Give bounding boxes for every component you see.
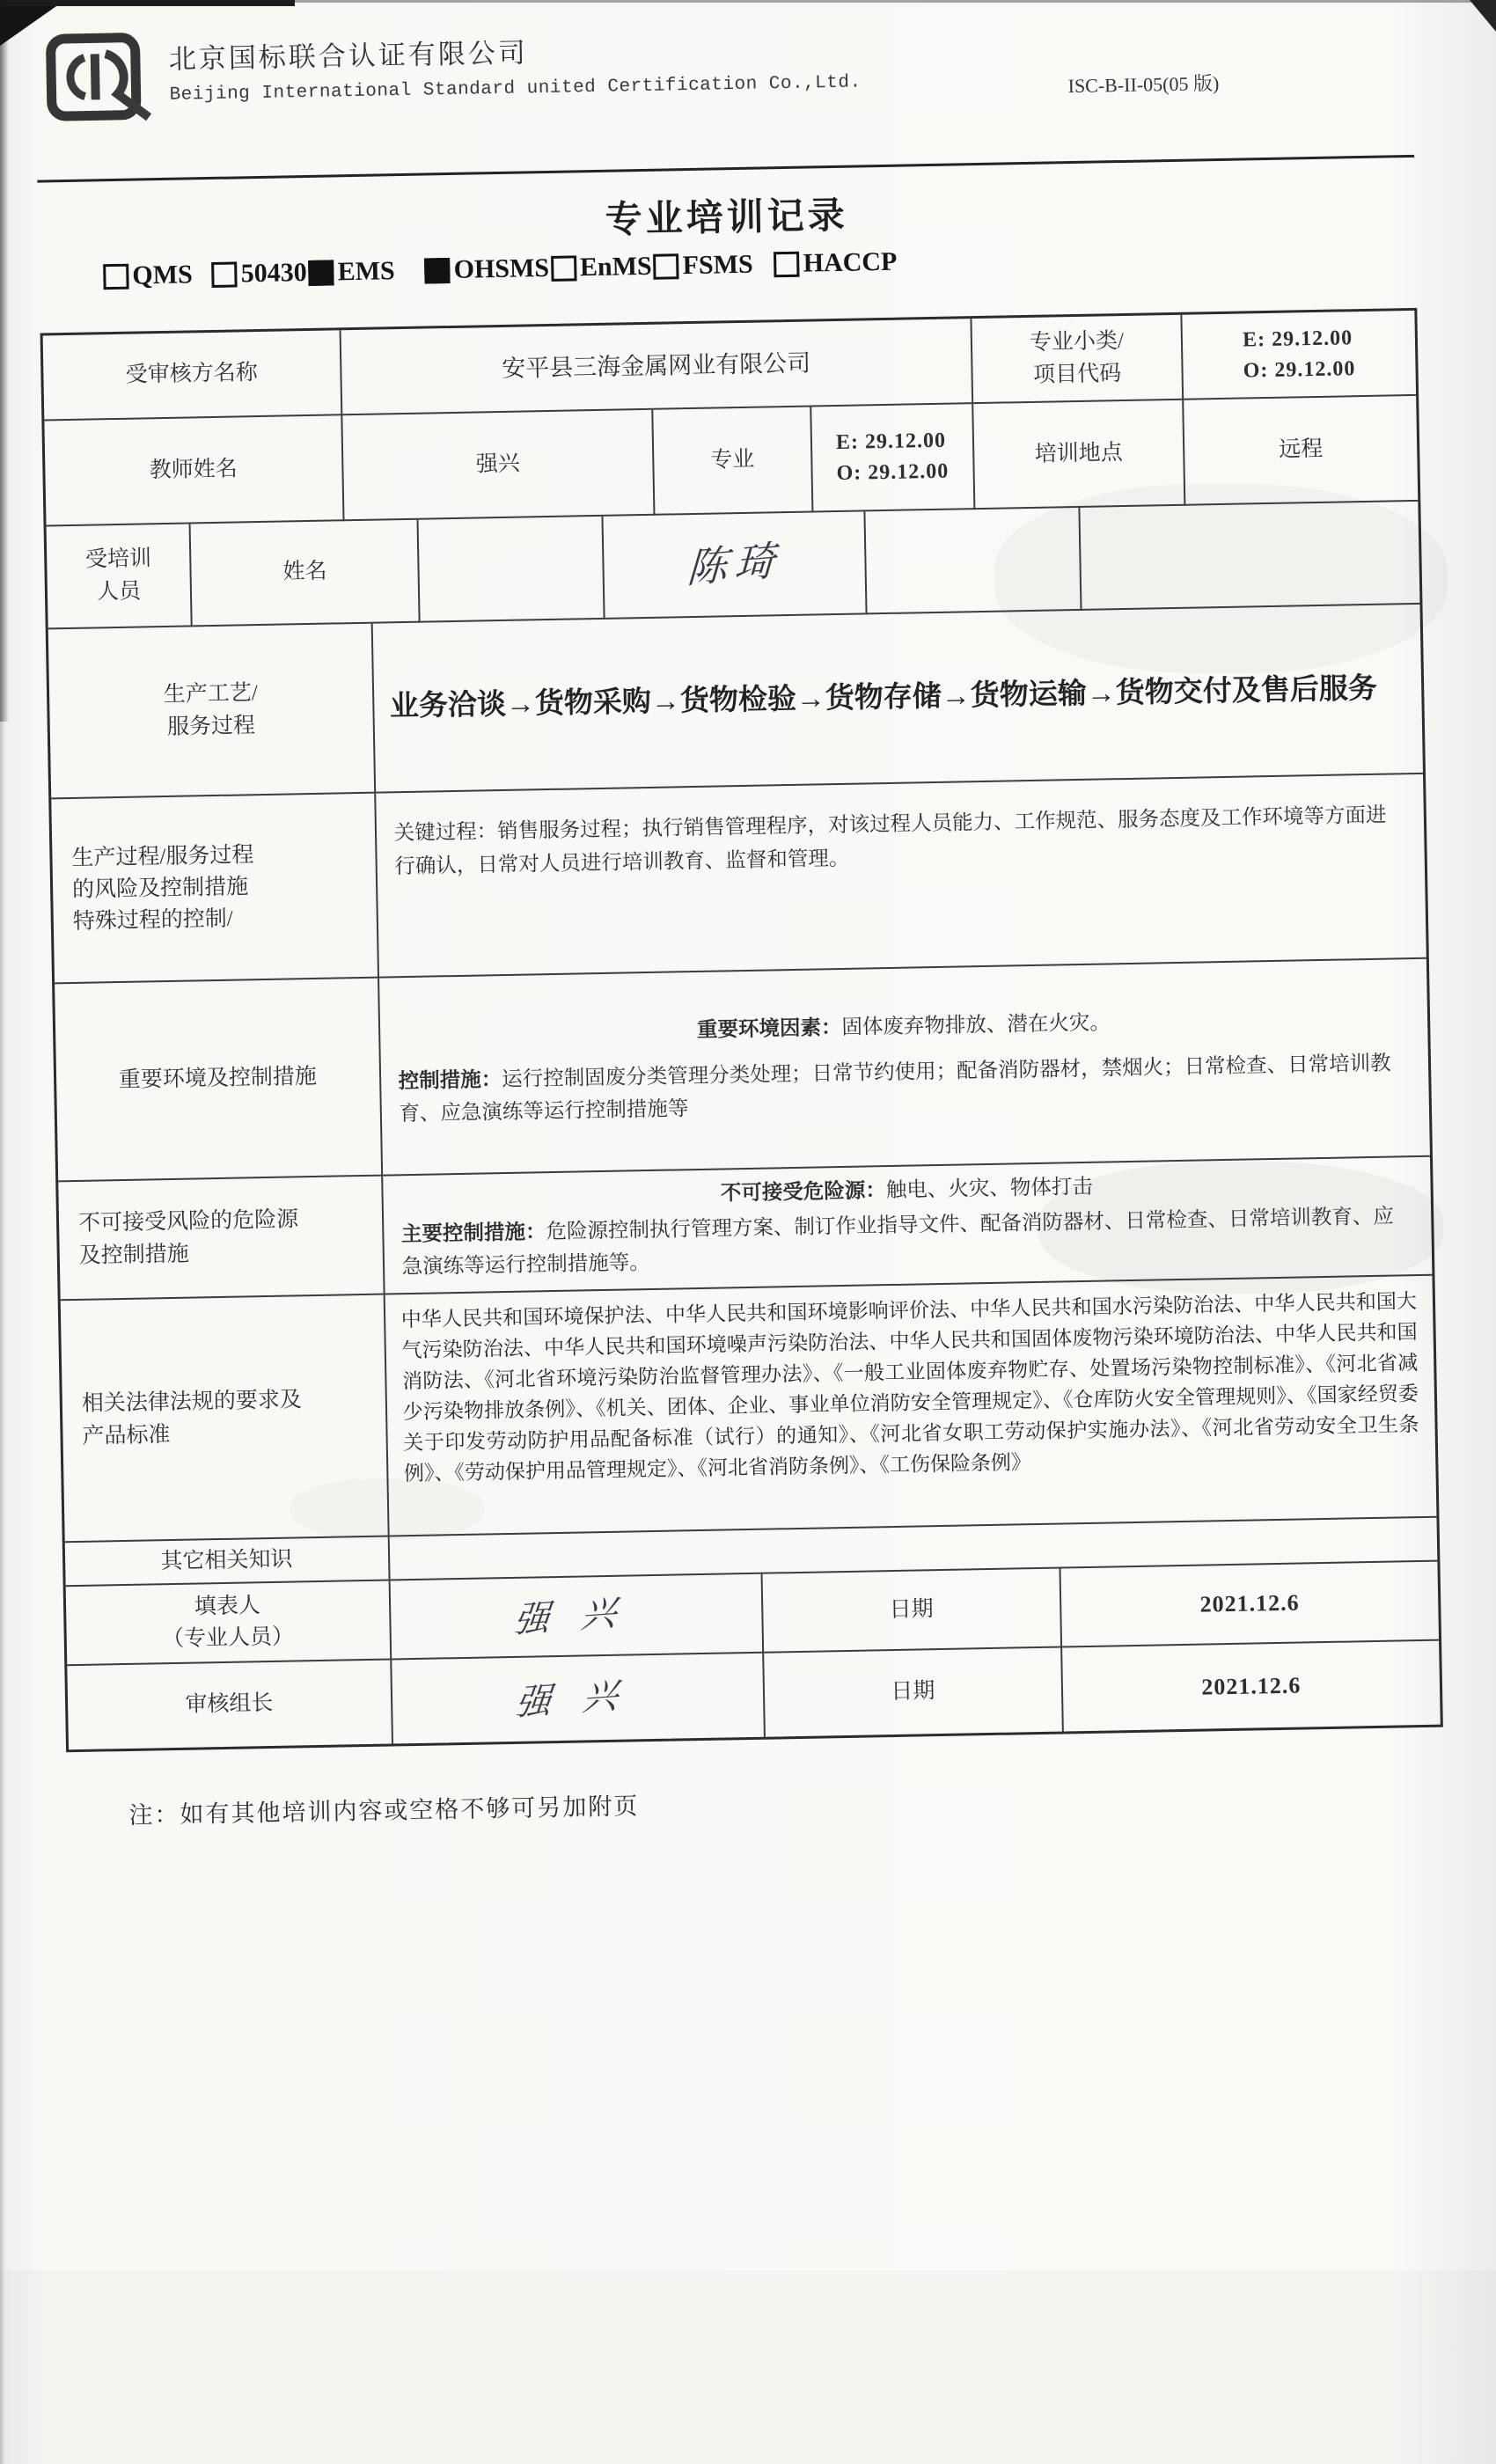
checkbox-label: EnMS [579, 251, 652, 282]
environment-measure-text: 运行控制固废分类管理分类处理；日常节约使用；配备消防器材，禁烟火；日常检查、日常培训教育、应急演练等运行控制措施等 [399, 1052, 1391, 1126]
management-system-checkboxes [103, 247, 898, 292]
checkbox-50430 [211, 258, 307, 290]
checkbox-ems [308, 256, 395, 288]
environment-factor-lead: 重要环境因素： [696, 1016, 842, 1043]
risk-control-value: 关键过程：销售服务过程；执行销售管理程序，对该过程人员能力、工作规范、服务态度及工作环境等方面进行确认，日常对人员进行培训教育、监督和管理。 [376, 774, 1426, 979]
auditor-date-value: 2021.12.6 [1201, 1672, 1302, 1700]
filler-date-value: 2021.12.6 [1060, 1562, 1439, 1648]
laws-value: 中华人民共和国环境保护法、中华人民共和国环境影响评价法、中华人民共和国水污染防治法、中华人民共和国大气污染防治法、中华人民共和国环境噪声污染防治法、中华人民共和国固体废物污染环境防治法、中华人民共和国消防法、《河北省环境污染防治监督管理办法》、《一般工业固体废弃物贮存、处置场污染物控制标准》、《河北省减少污染物排放条例》、《机关、团体、企业、事业单位消防安全管理规定》、《仓库防火安全管理规则》、《国家经贸委关于印发劳动防护用品配备标准（试行）的通知》、《河北省女职工劳动保护实施办法》、《河北省劳动安全卫生条例》、《劳动保护用品管理规定》、《河北省消防条例》、《工伤保险条例》 [385, 1276, 1436, 1537]
checkbox-icon [103, 263, 129, 290]
checkbox-label: HACCP [803, 246, 898, 278]
trainee-name-cell-empty [1081, 502, 1420, 611]
checkbox-fsms [653, 250, 753, 282]
checkbox-label: FSMS [682, 249, 753, 281]
hazard-measure-line [401, 1200, 1415, 1285]
checkbox-haccp [774, 247, 897, 280]
auditor-signature: 强兴 [514, 1673, 652, 1724]
scan-corner-artifact [1470, 0, 1496, 32]
filler-label: 填表人 （专业人员） [66, 1580, 392, 1666]
environment-factor-text: 固体废弃物排放、潜在火灾。 [841, 1011, 1111, 1040]
auditee-label: 受审核方名称 [43, 330, 342, 421]
risk-control-label: 生产过程/服务过程 的风险及控制措施 特殊过程的控制/ [51, 794, 378, 985]
checkbox-label: 50430 [240, 257, 307, 289]
filler-signature: 强兴 [512, 1590, 650, 1641]
hazard-source-text: 触电、火灾、物体打击 [885, 1175, 1094, 1203]
training-record-table [40, 308, 1443, 1752]
header-divider [37, 155, 1414, 183]
checkbox-icon [211, 261, 238, 288]
process-value: 业务洽谈→货物采购→货物检验→货物存储→货物运输→货物交付及售后服务 [372, 605, 1423, 794]
environment-factor-line [697, 1007, 1111, 1047]
environment-measure-line [398, 1047, 1412, 1132]
company-name-en: Beijing International Standard united Certification Co.,Ltd. [169, 72, 862, 106]
specialty-label: 专业 [654, 407, 813, 515]
form-code: ISC-B-II-05(05 版) [1067, 71, 1220, 98]
checkbox-enms [551, 252, 652, 283]
hazard-measure-text: 危险源控制执行管理方案、制订作业指导文件、配备消防器材、日常检查、日常培训教育、应急演练等运行控制措施等。 [401, 1205, 1395, 1280]
filler-signature-cell [390, 1574, 764, 1661]
hazard-value [383, 1157, 1433, 1295]
trainee-name-cell-empty [866, 508, 1082, 614]
certification-mark-icon [43, 32, 158, 123]
laws-label: 相关法律法规的要求及 产品标准 [61, 1295, 390, 1544]
table-row-environment [55, 959, 1430, 1183]
hazard-source-line [721, 1171, 1094, 1211]
hazard-source-lead: 不可接受危险源： [720, 1179, 887, 1206]
auditor-signature-cell [392, 1654, 766, 1744]
checkbox-label: OHSMS [453, 253, 550, 284]
checkbox-qms [103, 260, 193, 291]
teacher-label: 教师姓名 [44, 415, 344, 526]
subclass-label: 专业小类/ 项目代码 [972, 315, 1184, 404]
other-knowledge-label: 其它相关知识 [65, 1537, 390, 1588]
checkbox-label: QMS [132, 260, 194, 290]
trainee-signature: 陈琦 [686, 536, 783, 593]
table-row-risk-control [51, 774, 1426, 985]
footnote: 注：如有其他培训内容或空格不够可另加附页 [128, 1793, 640, 1829]
location-label: 培训地点 [973, 400, 1185, 510]
environment-value [379, 959, 1430, 1177]
checkbox-icon [551, 255, 577, 282]
table-row-process-flow [48, 605, 1423, 800]
trainee-name-cell-empty [419, 517, 605, 623]
teacher-value: 强兴 [342, 410, 656, 521]
auditor-date-label: 日期 [764, 1648, 1063, 1737]
environment-measure-lead: 控制措施： [398, 1067, 502, 1093]
checkbox-icon [653, 253, 679, 280]
subclass-value: E: 29.12.00 O: 29.12.00 [1182, 311, 1416, 400]
checkbox-label: EMS [337, 256, 395, 287]
letterhead [43, 18, 862, 123]
specialty-value: E: 29.12.00 O: 29.12.00 [811, 404, 975, 512]
filler-date-label: 日期 [762, 1569, 1061, 1654]
auditor-label: 审核组长 [67, 1660, 392, 1749]
trainee-name-label: 姓名 [191, 520, 421, 627]
hazard-measure-lead: 主要控制措施： [400, 1220, 546, 1246]
company-name-cn: 北京国标联合认证有限公司 [168, 37, 529, 75]
hazard-label: 不可接受风险的危险源 及控制措施 [58, 1177, 385, 1302]
checkbox-icon [308, 260, 334, 286]
company-name-block [168, 24, 861, 105]
location-value: 远程 [1184, 396, 1418, 506]
process-label: 生产工艺/ 服务过程 [48, 624, 376, 800]
table-row-laws [61, 1276, 1437, 1544]
auditee-value: 安平县三海金属网业有限公司 [341, 319, 973, 415]
environment-label: 重要环境及控制措施 [55, 979, 383, 1183]
checkbox-icon [424, 257, 451, 283]
checkbox-icon [774, 251, 800, 277]
trainees-group-label: 受培训 人员 [47, 524, 193, 629]
trainee-signature-cell [603, 511, 868, 619]
checkbox-ohsms [424, 253, 549, 286]
page-title: 专业培训记录 [605, 195, 849, 241]
